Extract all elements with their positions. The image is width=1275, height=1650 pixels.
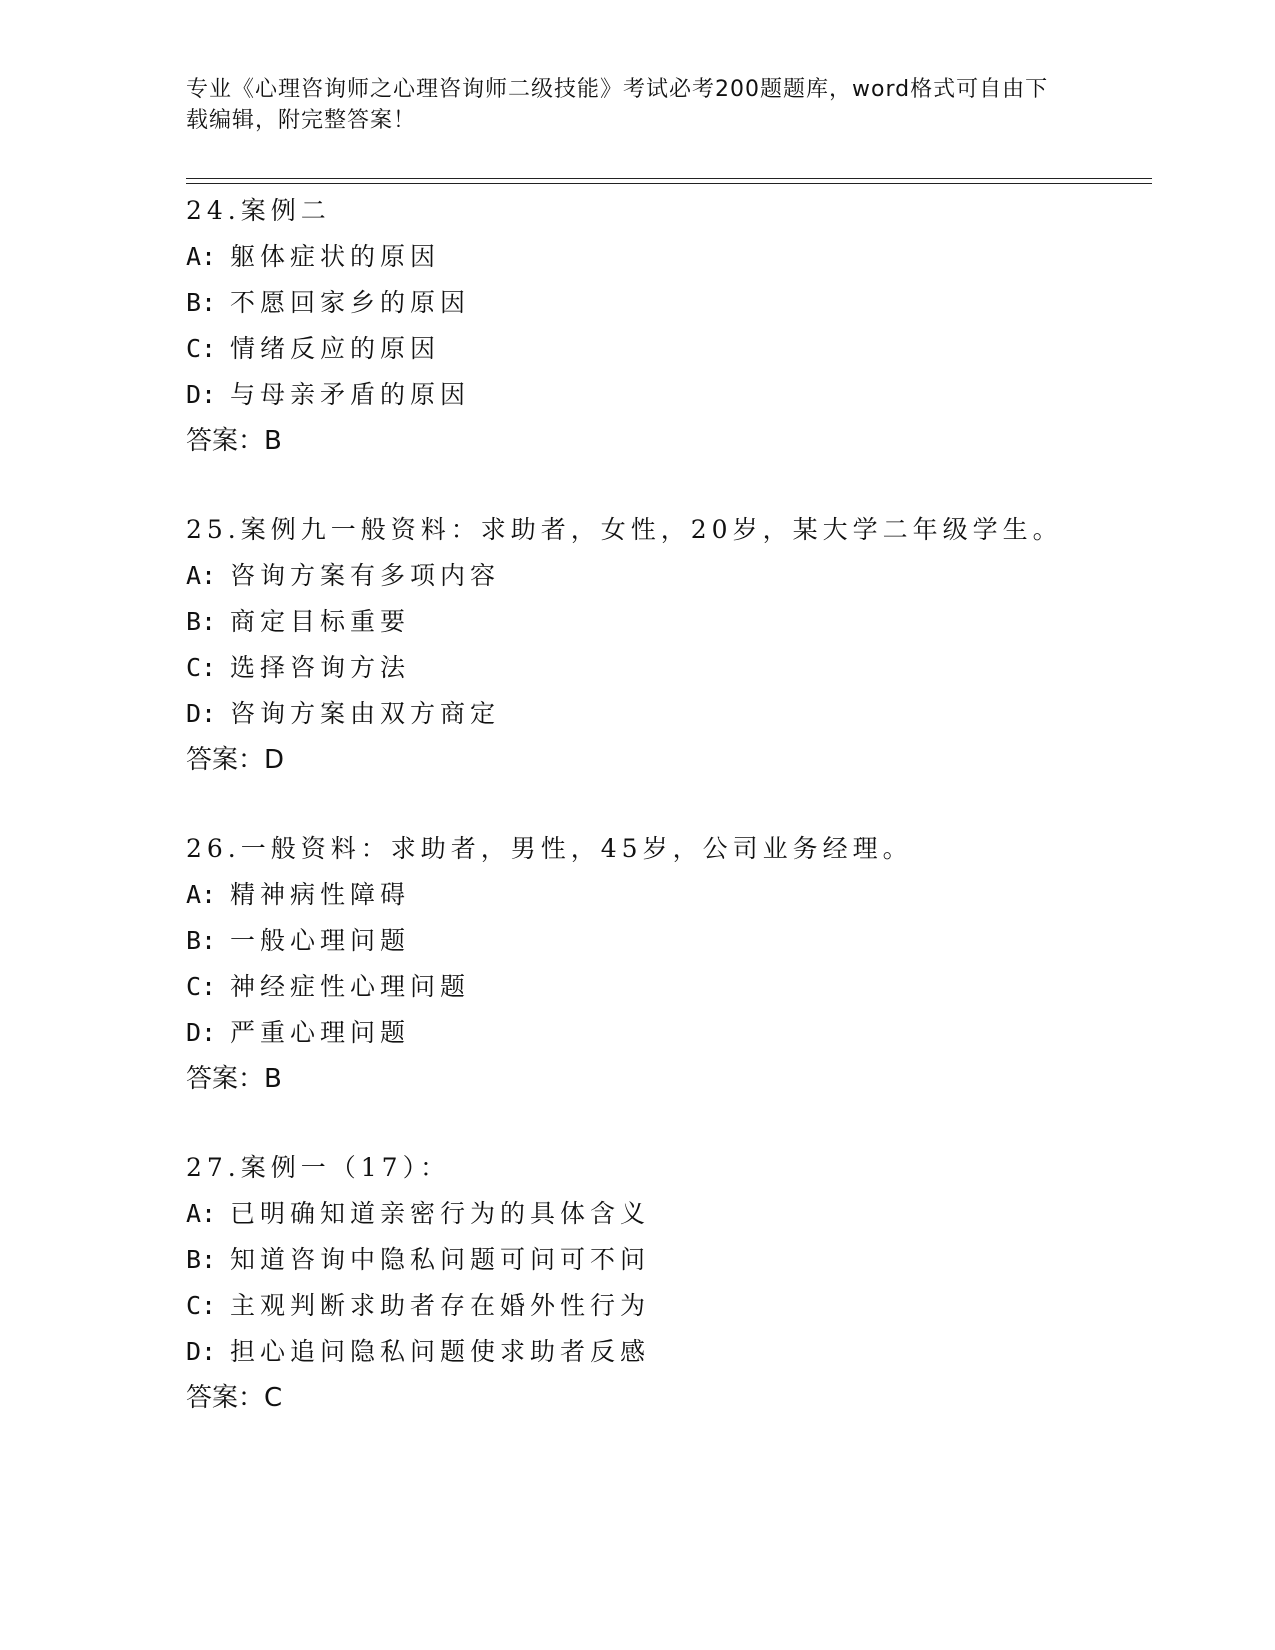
- option-text: 咨询方案有多项内容: [230, 561, 501, 590]
- option-letter: D:: [186, 380, 217, 409]
- option-a: [186, 1191, 1146, 1237]
- option-text: 商定目标重要: [230, 607, 411, 636]
- answer-line: 答案：C: [186, 1383, 283, 1413]
- question-24: [186, 188, 1146, 464]
- option-letter: A:: [186, 242, 217, 271]
- option-a: [186, 234, 1146, 280]
- option-text: 主观判断求助者存在婚外性行为: [230, 1291, 651, 1320]
- option-c: [186, 326, 1146, 372]
- option-d: [186, 1010, 1146, 1056]
- option-b: [186, 280, 1146, 326]
- question-27: [186, 1145, 1146, 1421]
- header-divider-top: [186, 178, 1152, 179]
- option-letter: C:: [186, 653, 217, 682]
- option-c: [186, 1283, 1146, 1329]
- option-letter: B:: [186, 288, 217, 317]
- option-letter: C:: [186, 334, 217, 363]
- question-26: [186, 826, 1146, 1102]
- option-text: 与母亲矛盾的原因: [230, 380, 471, 409]
- option-text: 一般心理问题: [230, 926, 411, 955]
- option-letter: A:: [186, 1199, 217, 1228]
- option-letter: C:: [186, 972, 217, 1001]
- option-text: 神经症性心理问题: [230, 972, 471, 1001]
- answer-line: 答案：D: [186, 745, 285, 775]
- header-divider-bottom: [186, 183, 1152, 184]
- option-letter: B:: [186, 926, 217, 955]
- option-d: [186, 691, 1146, 737]
- option-a: [186, 553, 1146, 599]
- answer-line: 答案：B: [186, 426, 282, 456]
- option-text: 不愿回家乡的原因: [230, 288, 471, 317]
- option-text: 选择咨询方法: [230, 653, 411, 682]
- option-c: [186, 964, 1146, 1010]
- option-c: [186, 645, 1146, 691]
- option-text: 已明确知道亲密行为的具体含义: [230, 1199, 651, 1228]
- option-letter: B:: [186, 607, 217, 636]
- option-letter: D:: [186, 1018, 217, 1047]
- option-text: 咨询方案由双方商定: [230, 699, 501, 728]
- question-stem: 25.案例九一般资料：求助者，女性，20岁，某大学二年级学生。: [186, 515, 1063, 544]
- question-stem: 24.案例二: [186, 196, 331, 225]
- option-text: 躯体症状的原因: [230, 242, 441, 271]
- answer-line: 答案：B: [186, 1064, 282, 1094]
- option-text: 精神病性障碍: [230, 880, 411, 909]
- question-stem: 27.案例一（17）：: [186, 1153, 451, 1182]
- document-header: 专业《心理咨询师之心理咨询师二级技能》考试必考200题题库，word格式可自由下载编辑，附完整答案！: [186, 77, 1049, 133]
- option-d: [186, 372, 1146, 418]
- option-text: 担心追问隐私问题使求助者反感: [230, 1337, 651, 1366]
- option-b: [186, 1237, 1146, 1283]
- option-letter: D:: [186, 699, 217, 728]
- option-d: [186, 1329, 1146, 1375]
- option-letter: D:: [186, 1337, 217, 1366]
- option-letter: A:: [186, 561, 217, 590]
- option-letter: A:: [186, 880, 217, 909]
- option-b: [186, 918, 1146, 964]
- option-text: 知道咨询中隐私问题可问可不问: [230, 1245, 651, 1274]
- option-text: 情绪反应的原因: [230, 334, 441, 363]
- option-a: [186, 872, 1146, 918]
- option-text: 严重心理问题: [230, 1018, 411, 1047]
- question-stem: 26.一般资料：求助者，男性，45岁，公司业务经理。: [186, 834, 913, 863]
- option-letter: B:: [186, 1245, 217, 1274]
- option-letter: C:: [186, 1291, 217, 1320]
- question-25: [186, 507, 1146, 783]
- option-b: [186, 599, 1146, 645]
